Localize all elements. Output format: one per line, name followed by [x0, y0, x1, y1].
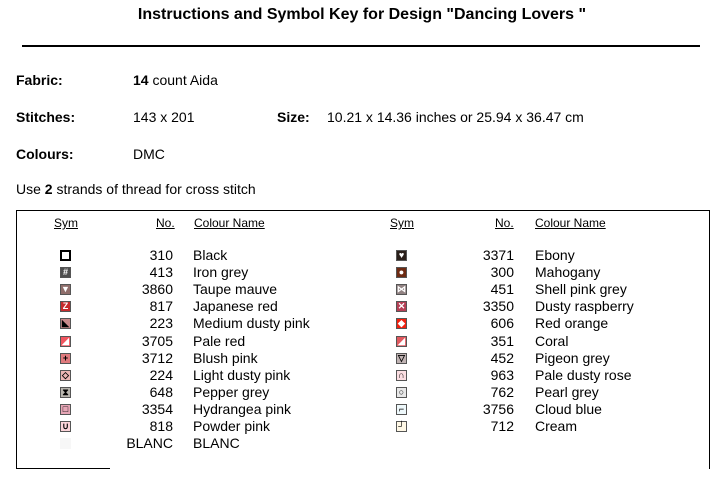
symbol-swatch-icon: ◢ — [396, 336, 407, 347]
dmc-number: 310 — [149, 247, 173, 263]
strands-instruction — [16, 181, 256, 197]
colour-name: Shell pink grey — [535, 281, 627, 298]
symbol-swatch-icon: Z — [60, 301, 71, 312]
symbol-swatch-icon: ⧗ — [60, 387, 71, 398]
dmc-number: 3354 — [141, 400, 173, 417]
symbol-swatch-icon: ∩ — [396, 370, 407, 381]
colour-name: Taupe mauve — [193, 281, 278, 298]
header-name-left: Colour Name — [194, 216, 265, 230]
colour-name: Iron grey — [193, 264, 249, 281]
symbol-swatch-icon: □ — [60, 404, 71, 415]
dmc-number: 300 — [490, 264, 514, 281]
header-sym-right: Sym — [390, 216, 414, 230]
strands-pre: Use — [16, 181, 41, 197]
dmc-number: 3712 — [141, 349, 173, 366]
colour-name: Pale dusty rose — [535, 366, 632, 383]
colour-name: Light dusty pink — [193, 366, 291, 383]
dmc-number: BLANC — [126, 435, 173, 452]
dmc-number: 3350 — [482, 298, 514, 315]
symbol-swatch-icon: ▽ — [396, 353, 407, 364]
symbol-swatch-icon: ┘ — [396, 421, 407, 432]
dmc-number: 817 — [149, 298, 173, 315]
colour-name: Medium dusty pink — [193, 315, 310, 332]
symbol-swatch-icon: ∪ — [60, 421, 71, 432]
symbol-swatch-icon: ◢ — [60, 336, 71, 347]
symbol-swatch-icon: ▼ — [61, 284, 70, 295]
colour-name: Pale red — [193, 332, 246, 349]
symbol-swatch-icon — [60, 438, 71, 449]
symbol-swatch-icon: ♥ — [396, 250, 407, 261]
colours-value: DMC — [133, 146, 165, 162]
dmc-number: 606 — [490, 315, 514, 332]
colour-name: Cloud blue — [535, 400, 602, 417]
colour-name: Powder pink — [193, 418, 271, 434]
strands-count: 2 — [44, 181, 53, 197]
symbol-swatch-icon: + — [60, 353, 71, 364]
colour-name: Ebony — [535, 247, 575, 263]
stitches-label: Stitches: — [16, 109, 76, 125]
header-no-left: No. — [156, 216, 175, 230]
symbol-swatch-icon: # — [60, 267, 71, 278]
colour-name: BLANC — [193, 435, 240, 452]
dmc-number: 3705 — [141, 332, 173, 349]
symbol-swatch-icon: ○ — [396, 387, 407, 398]
dmc-number: 451 — [490, 281, 514, 298]
colour-name: Pigeon grey — [535, 349, 610, 366]
symbol-swatch-icon: ⋈ — [397, 284, 406, 295]
dmc-number: 224 — [149, 366, 173, 383]
dmc-number: 818 — [149, 418, 173, 434]
symbol-swatch-icon: ⌐ — [396, 404, 407, 415]
colour-name: Japanese red — [193, 298, 278, 315]
dmc-number: 3756 — [482, 400, 514, 417]
dmc-number: 3860 — [141, 281, 173, 298]
size-label: Size: — [277, 109, 310, 125]
dmc-number: 351 — [490, 332, 514, 349]
header-name-right: Colour Name — [535, 216, 606, 230]
fabric-value — [133, 72, 218, 88]
symbol-swatch-icon — [60, 250, 71, 261]
colour-name: Hydrangea pink — [193, 400, 292, 417]
colour-name: Pepper grey — [193, 383, 270, 400]
dmc-number: 3371 — [482, 247, 514, 263]
dmc-number: 413 — [149, 264, 173, 281]
colour-name: Cream — [535, 418, 578, 434]
dmc-number: 648 — [149, 383, 173, 400]
strands-post: strands of thread for cross stitch — [56, 181, 256, 197]
dmc-number: 762 — [490, 383, 514, 400]
header-no-right: No. — [495, 216, 514, 230]
colour-name: Mahogany — [535, 264, 601, 281]
size-value: 10.21 x 14.36 inches or 25.94 x 36.47 cm — [327, 109, 584, 125]
colours-label: Colours: — [16, 146, 74, 162]
stitches-value: 143 x 201 — [133, 109, 195, 125]
dmc-number: 223 — [149, 315, 173, 332]
header-sym-left: Sym — [54, 216, 78, 230]
colour-name: Blush pink — [193, 349, 258, 366]
colour-name: Black — [193, 247, 228, 263]
colour-name: Pearl grey — [535, 383, 599, 400]
symbol-swatch-icon: ✕ — [397, 301, 406, 312]
fabric-label: Fabric: — [16, 72, 63, 88]
colour-name: Coral — [535, 332, 569, 349]
page-title: Instructions and Symbol Key for Design "Dancing Lovers " — [137, 6, 587, 23]
dmc-number: 963 — [490, 366, 514, 383]
symbol-swatch-icon: ◣ — [60, 318, 71, 329]
table-bottom-rule — [16, 468, 110, 469]
symbol-swatch-icon: ◇ — [60, 370, 71, 381]
fabric-type: count Aida — [152, 72, 218, 88]
colour-name: Dusty raspberry — [535, 298, 634, 315]
title-rule — [22, 45, 700, 47]
symbol-swatch-icon: ● — [396, 267, 407, 278]
fabric-count: 14 — [133, 72, 149, 88]
dmc-number: 452 — [490, 349, 514, 366]
dmc-number: 712 — [490, 418, 514, 434]
colour-name: Red orange — [535, 315, 609, 332]
symbol-swatch-icon: ◆ — [396, 318, 407, 329]
